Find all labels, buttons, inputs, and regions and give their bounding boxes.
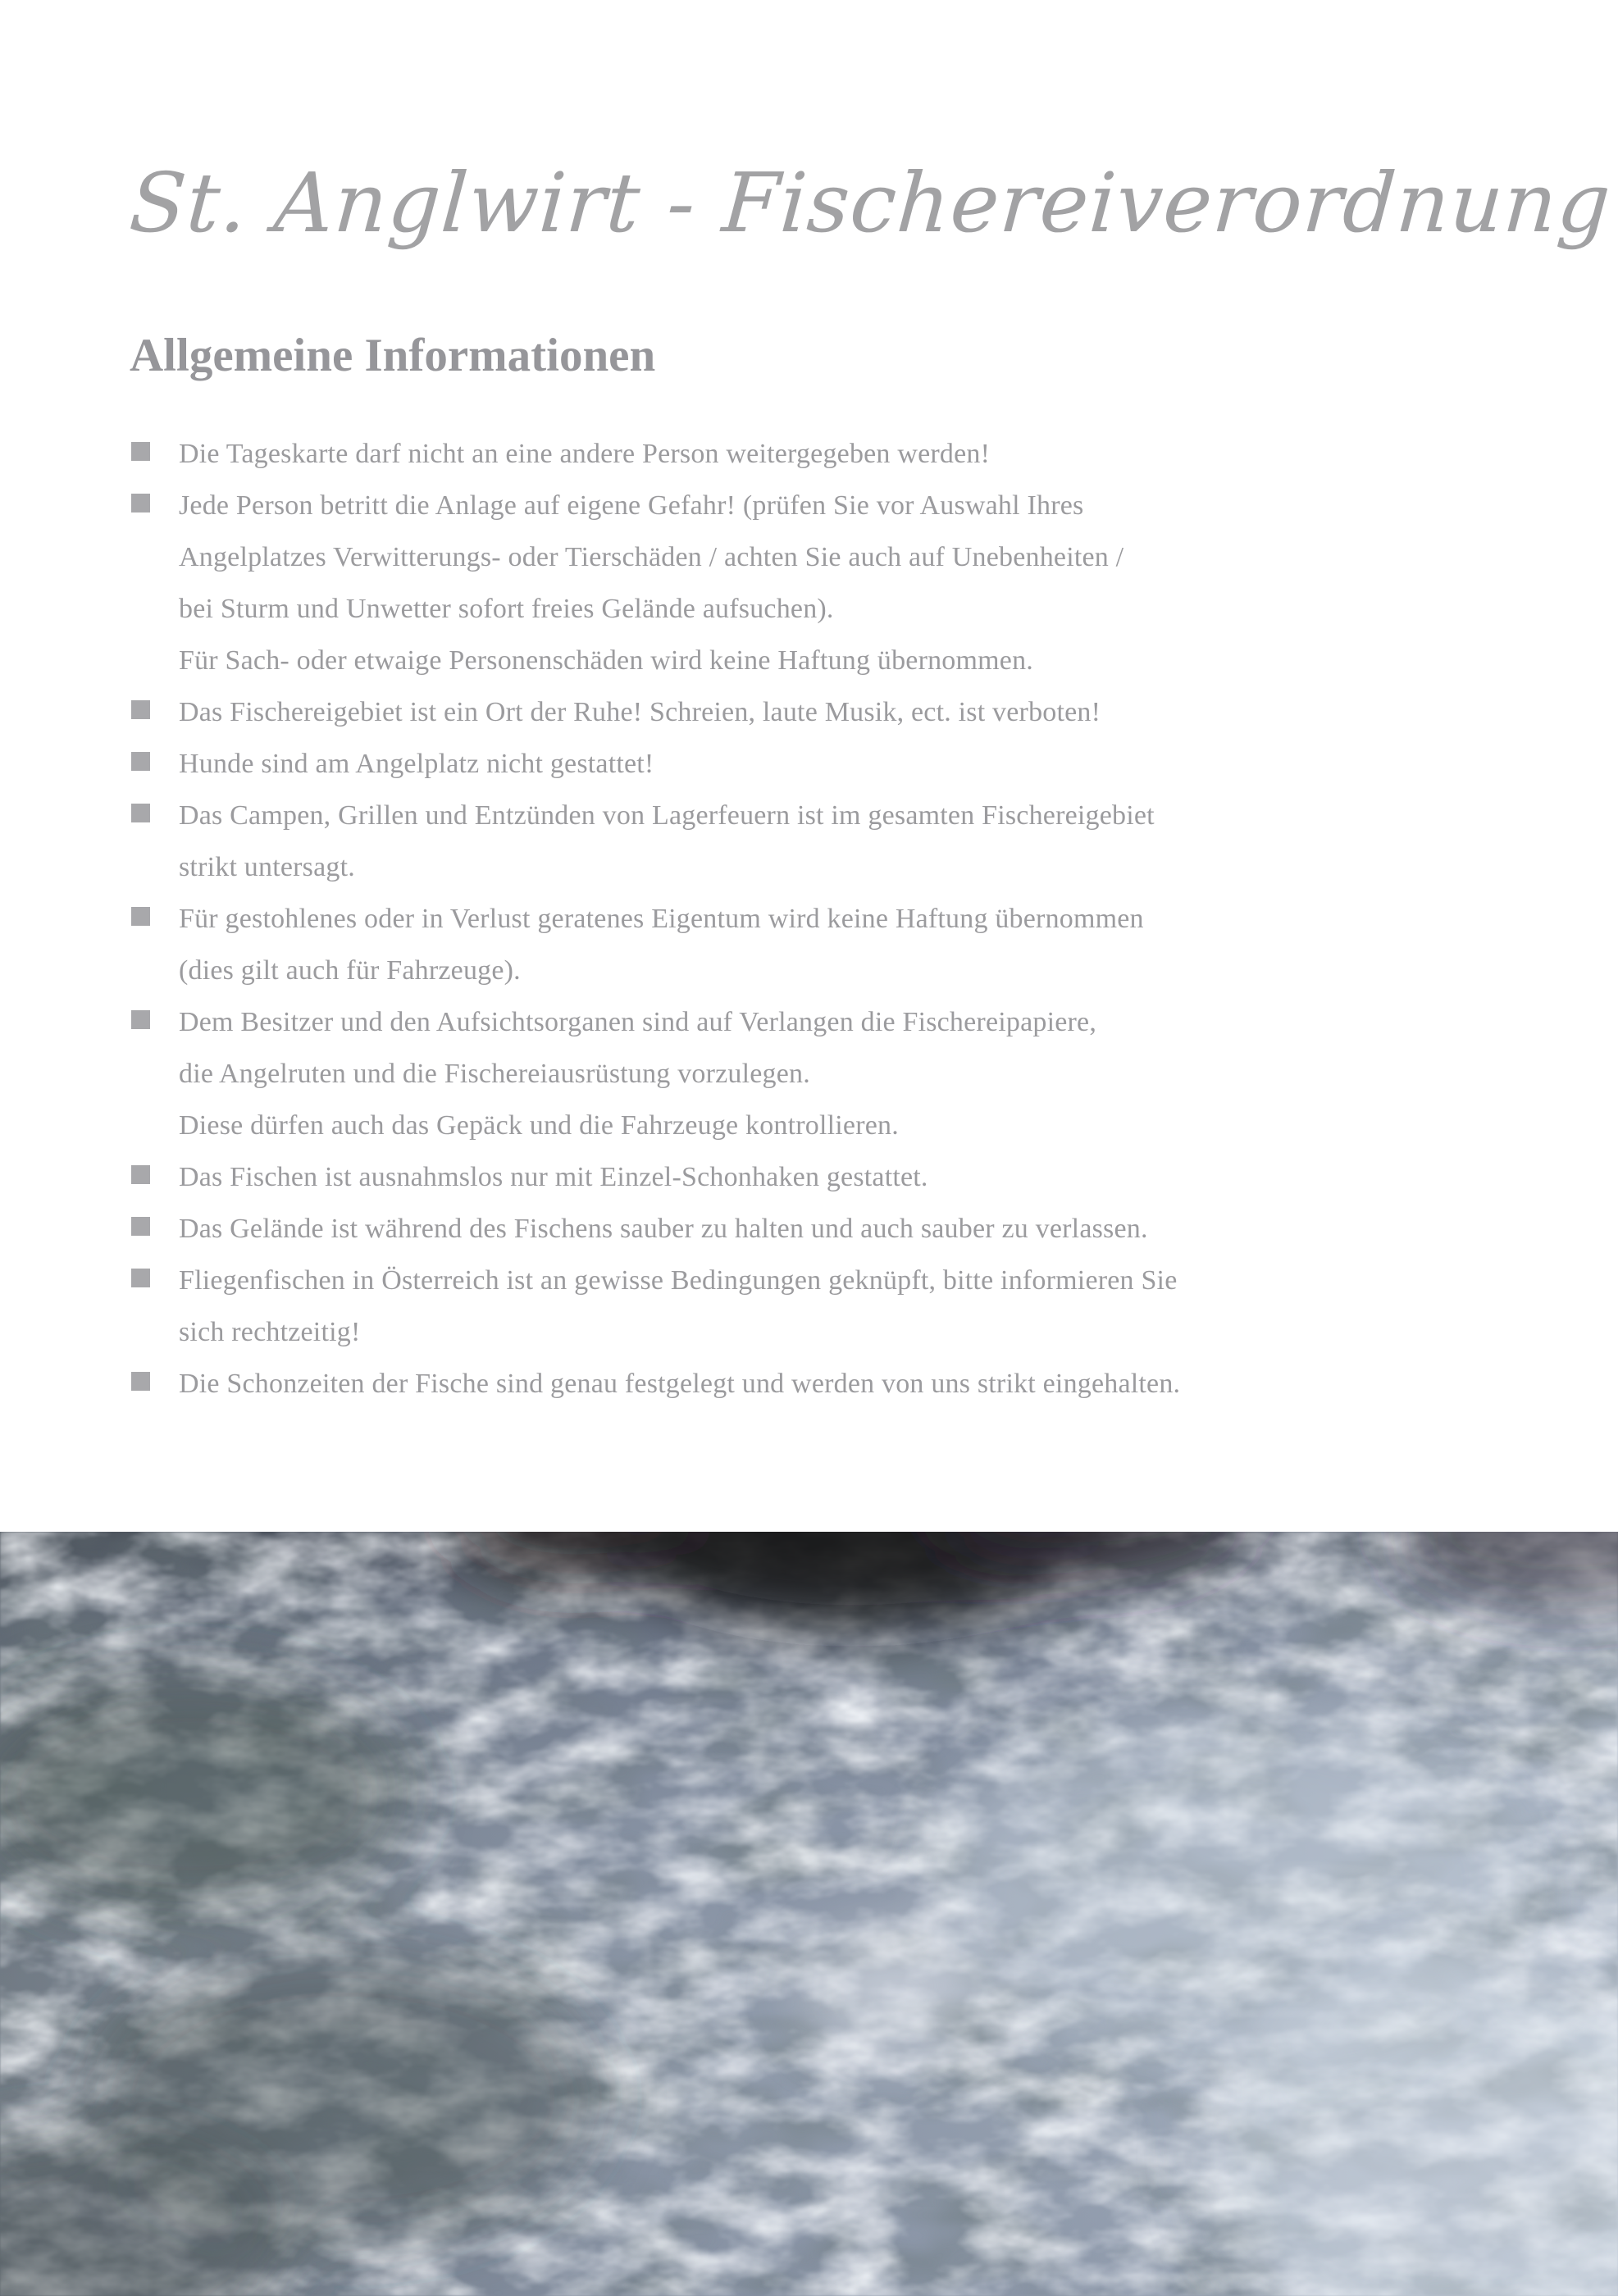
rule-line: die Angelruten und die Fischereiausrüstung vorzulegen. — [179, 1059, 810, 1089]
rule-line: Das Campen, Grillen und Entzünden von Lagerfeuern ist im gesamten Fischereigebiet — [179, 800, 1155, 831]
list-item — [131, 1203, 1493, 1255]
rule-text — [179, 738, 1493, 790]
bullet-square-icon — [131, 1165, 150, 1184]
bullet-square-icon — [131, 1010, 150, 1029]
rule-line: Hunde sind am Angelplatz nicht gestattet! — [179, 749, 654, 779]
rule-line: (dies gilt auch für Fahrzeuge). — [179, 955, 521, 986]
rule-text — [179, 1151, 1493, 1203]
list-item — [131, 480, 1493, 686]
rule-line: Das Fischereigebiet ist ein Ort der Ruhe! Schreien, laute Musik, ect. ist verboten! — [179, 697, 1101, 727]
rule-line: Für Sach- oder etwaige Personenschäden wird keine Haftung übernommen. — [179, 645, 1033, 676]
list-item — [131, 996, 1493, 1151]
water-photo-graphic — [0, 1532, 1618, 2296]
list-item — [131, 428, 1493, 480]
bullet-square-icon — [131, 1217, 150, 1236]
rule-line: sich rechtzeitig! — [179, 1317, 361, 1347]
bullet-square-icon — [131, 907, 150, 926]
rule-line: Diese dürfen auch das Gepäck und die Fahrzeuge kontrollieren. — [179, 1110, 899, 1141]
rule-line: Für gestohlenes oder in Verlust geratenes Eigentum wird keine Haftung übernommen — [179, 904, 1144, 934]
section-heading: Allgemeine Informationen — [130, 330, 656, 381]
rule-text — [179, 893, 1493, 996]
bullet-square-icon — [131, 494, 150, 512]
rule-text — [179, 428, 1493, 480]
rule-text — [179, 996, 1493, 1151]
rule-line: Dem Besitzer und den Aufsichtsorganen sind auf Verlangen die Fischereipapiere, — [179, 1007, 1097, 1037]
rule-text — [179, 790, 1493, 893]
page-title: St. Anglwirt - Fischereiverordnung — [126, 155, 1615, 251]
rule-line: strikt untersagt. — [179, 852, 355, 882]
list-item — [131, 893, 1493, 996]
rule-text — [179, 1255, 1493, 1358]
bullet-square-icon — [131, 1269, 150, 1287]
list-item — [131, 686, 1493, 738]
list-item — [131, 1358, 1493, 1410]
rule-line: Fliegenfischen in Österreich ist an gewisse Bedingungen geknüpft, bitte informieren Sie — [179, 1265, 1178, 1296]
list-item — [131, 790, 1493, 893]
rule-line: Die Tageskarte darf nicht an eine andere Person weitergegeben werden! — [179, 439, 991, 469]
rule-line: Jede Person betritt die Anlage auf eigene Gefahr! (prüfen Sie vor Auswahl Ihres — [179, 490, 1084, 521]
rule-text — [179, 480, 1493, 686]
bullet-square-icon — [131, 752, 150, 771]
rule-line: Die Schonzeiten der Fische sind genau festgelegt und werden von uns strikt eingehalten. — [179, 1369, 1181, 1399]
rules-list — [131, 428, 1493, 1410]
rule-line: Angelplatzes Verwitterungs- oder Tierschäden / achten Sie auch auf Unebenheiten / — [179, 542, 1124, 572]
rule-text — [179, 686, 1493, 738]
rule-line: Das Fischen ist ausnahmslos nur mit Einzel-Schonhaken gestattet. — [179, 1162, 928, 1192]
bullet-square-icon — [131, 700, 150, 719]
rule-text — [179, 1358, 1493, 1410]
water-photo — [0, 1532, 1618, 2296]
list-item — [131, 738, 1493, 790]
bullet-square-icon — [131, 442, 150, 461]
rule-text — [179, 1203, 1493, 1255]
bullet-square-icon — [131, 804, 150, 822]
list-item — [131, 1255, 1493, 1358]
bullet-square-icon — [131, 1372, 150, 1391]
list-item — [131, 1151, 1493, 1203]
rule-line: Das Gelände ist während des Fischens sauber zu halten und auch sauber zu verlassen. — [179, 1214, 1148, 1244]
rule-line: bei Sturm und Unwetter sofort freies Gelände aufsuchen). — [179, 594, 834, 624]
